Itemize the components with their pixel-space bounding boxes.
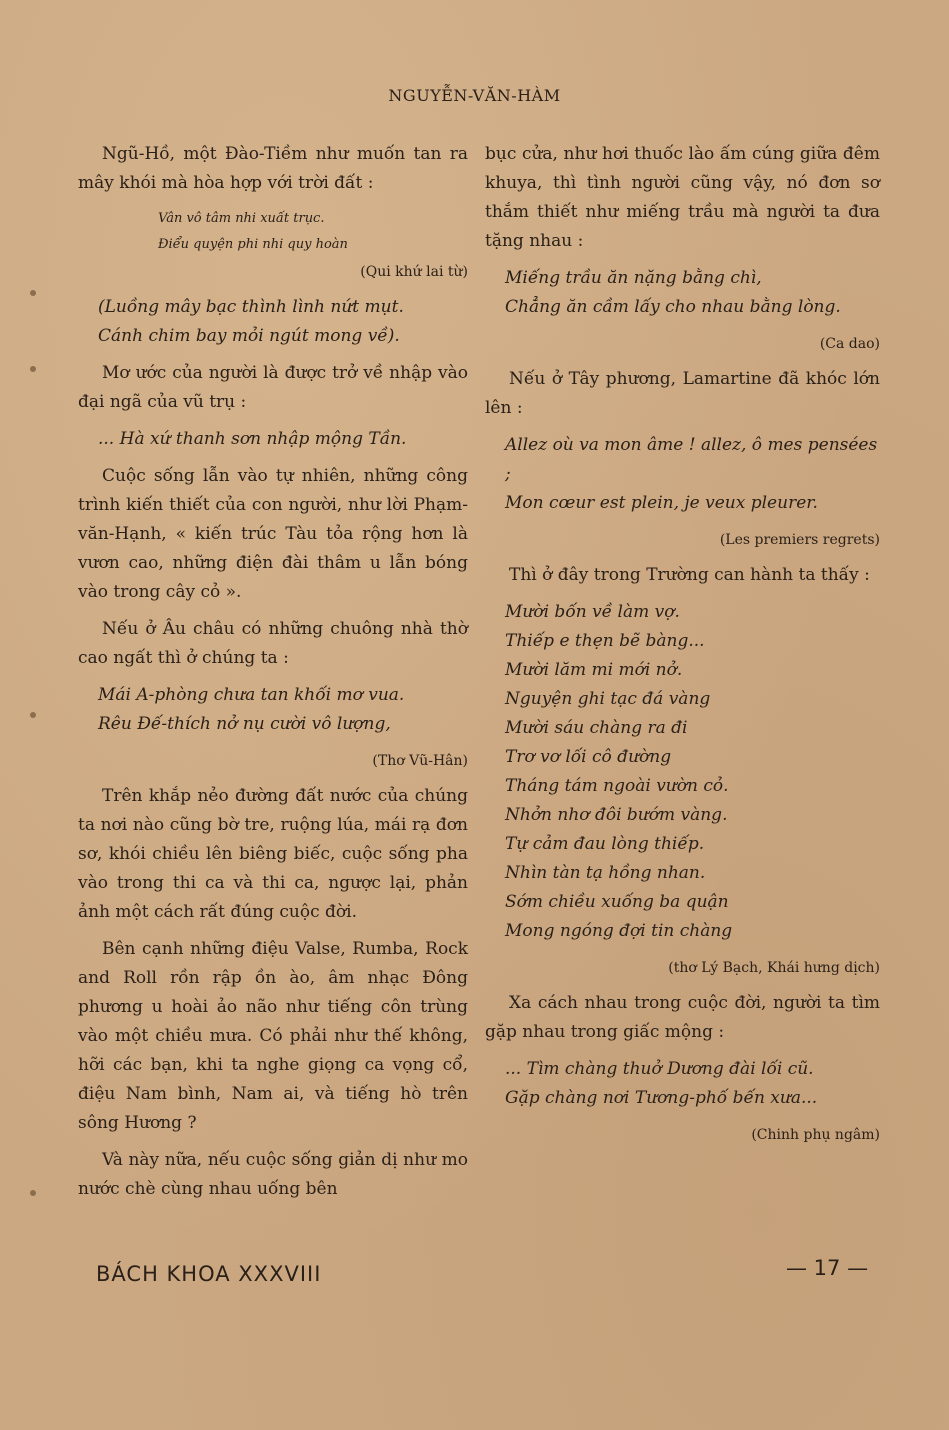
verse-line: Thiếp e thẹn bẽ bàng...	[505, 631, 705, 651]
verse-line: Mười sáu chàng ra đi	[505, 718, 688, 738]
verse-line: Nhìn tàn tạ hồng nhan.	[505, 863, 706, 883]
verse-block	[505, 1055, 880, 1113]
verse-block	[505, 598, 880, 946]
page-header: NGUYỄN-VĂN-HÀM	[388, 86, 561, 105]
verse-line: ... Tìm chàng thuở Dương đài lối cũ.	[505, 1059, 814, 1079]
paragraph: Ngũ-Hồ, một Đào-Tiềm như muốn tan ra mây khói mà hòa hợp với trời đất :	[78, 144, 468, 193]
verse-line: Mon cœur est plein, je veux pleurer.	[505, 493, 818, 513]
verse-line: Nhởn nhơ đôi bướm vàng.	[505, 805, 728, 825]
verse-line: Mái A-phòng chưa tan khối mơ vua.	[98, 685, 405, 705]
footer-page-number: — 17 —	[786, 1256, 869, 1280]
verse-line: Cánh chim bay mỏi ngút mong về).	[98, 326, 400, 346]
paragraph: Nếu ở Âu châu có những chuông nhà thờ cao ngất thì ở chúng ta :	[78, 619, 468, 668]
verse-line: ... Hà xứ thanh sơn nhập mộng Tần.	[98, 429, 407, 449]
verse-block	[505, 264, 880, 322]
verse-block	[98, 293, 468, 351]
paragraph: Trên khắp nẻo đường đất nước của chúng ta nơi nào cũng bờ tre, ruộng lúa, mái rạ đơn sơ, khói chiều lên biêng biếc, cuộc sống pha vào trong thi ca và thi ca, ngược lại, phản ảnh một cách rất đúng cuộc đời.	[78, 786, 468, 922]
verse-line: Tháng tám ngoài vườn cỏ.	[505, 776, 729, 796]
verse-line: Chẳng ăn cầm lấy cho nhau bằng lòng.	[505, 297, 841, 317]
paragraph: Cuộc sống lẫn vào tự nhiên, những công trình kiến thiết của con người, như lời Phạm-văn-Hạnh, « kiến trúc Tàu tỏa rộng hơn là vươn cao, những điện đài thâm u lẫn bóng vào trong cây cỏ ».	[78, 466, 468, 602]
verse-line: Vân vô tâm nhi xuất trục.	[158, 211, 325, 226]
verse-line: Mong ngóng đợi tin chàng	[505, 921, 733, 941]
source-citation: (Ca dao)	[819, 336, 880, 352]
source-citation: (Chinh phụ ngâm)	[751, 1127, 880, 1143]
verse-block	[505, 431, 880, 518]
verse-line: Allez où va mon âme ! allez, ô mes pensées ;	[505, 435, 878, 484]
paragraph: Và này nữa, nếu cuộc sống giản dị như mo nước chè cùng nhau uống bên	[78, 1150, 468, 1199]
verse-line: Trơ vơ lối cô đường	[505, 747, 672, 767]
source-citation: (thơ Lý Bạch, Khái hưng dịch)	[668, 960, 880, 976]
footer-magazine-title: BÁCH KHOA XXXVIII	[96, 1262, 322, 1286]
paragraph: Xa cách nhau trong cuộc đời, người ta tìm gặp nhau trong giấc mộng :	[485, 993, 880, 1042]
source-citation: (Les premiers regrets)	[719, 532, 880, 548]
verse-line: Rêu Đế-thích nở nụ cười vô lượng,	[98, 714, 391, 734]
paragraph: Bên cạnh những điệu Valse, Rumba, Rock and Roll rồn rập ồn ào, âm nhạc Đông phương u hoài ảo não như tiếng côn trùng vào một chiều mưa. Có phải như thế không, hỡi các bạn, khi ta nghe giọng ca vọng cổ, điệu Nam bình, Nam ai, và tiếng hò trên sông Hương ?	[78, 939, 468, 1133]
verse-line: Điểu quyện phi nhi quy hoàn	[158, 237, 348, 252]
verse-line: Miếng trầu ăn nặng bằng chì,	[505, 268, 762, 288]
verse-line: Mười lăm mi mới nở.	[505, 660, 683, 680]
verse-line: (Luồng mây bạc thình lình nứt mụt.	[98, 297, 404, 317]
source-citation: (Qui khứ lai từ)	[360, 264, 468, 280]
verse-line: Nguyện ghi tạc đá vàng	[505, 689, 711, 709]
paragraph: bục cửa, như hơi thuốc lào ấm cúng giữa đêm khuya, thì tình người cũng vậy, nó đơn sơ thắm thiết như miếng trầu mà người ta đưa tặng nhau :	[485, 144, 880, 251]
paragraph: Thì ở đây trong Trường can hành ta thấy :	[509, 565, 870, 585]
classical-verse-block	[78, 206, 468, 258]
margin-mark	[30, 1190, 36, 1196]
paragraph: Nếu ở Tây phương, Lamartine đã khóc lớn lên :	[485, 369, 880, 418]
margin-mark	[30, 290, 36, 296]
paragraph: Mơ ước của người là được trở về nhập vào đại ngã của vũ trụ :	[78, 363, 468, 412]
margin-mark	[30, 712, 36, 718]
right-column	[485, 140, 880, 1156]
verse-line: Sớm chiều xuống ba quận	[505, 892, 729, 912]
verse-block	[98, 425, 468, 454]
verse-line: Mười bốn về làm vợ.	[505, 602, 680, 622]
left-column	[78, 140, 468, 1212]
margin-mark	[30, 366, 36, 372]
verse-line: Gặp chàng nơi Tương-phố bến xưa...	[505, 1088, 818, 1108]
verse-line: Tự cảm đau lòng thiếp.	[505, 834, 705, 854]
source-citation: (Thơ Vũ-Hân)	[372, 753, 468, 769]
verse-block	[98, 681, 468, 739]
